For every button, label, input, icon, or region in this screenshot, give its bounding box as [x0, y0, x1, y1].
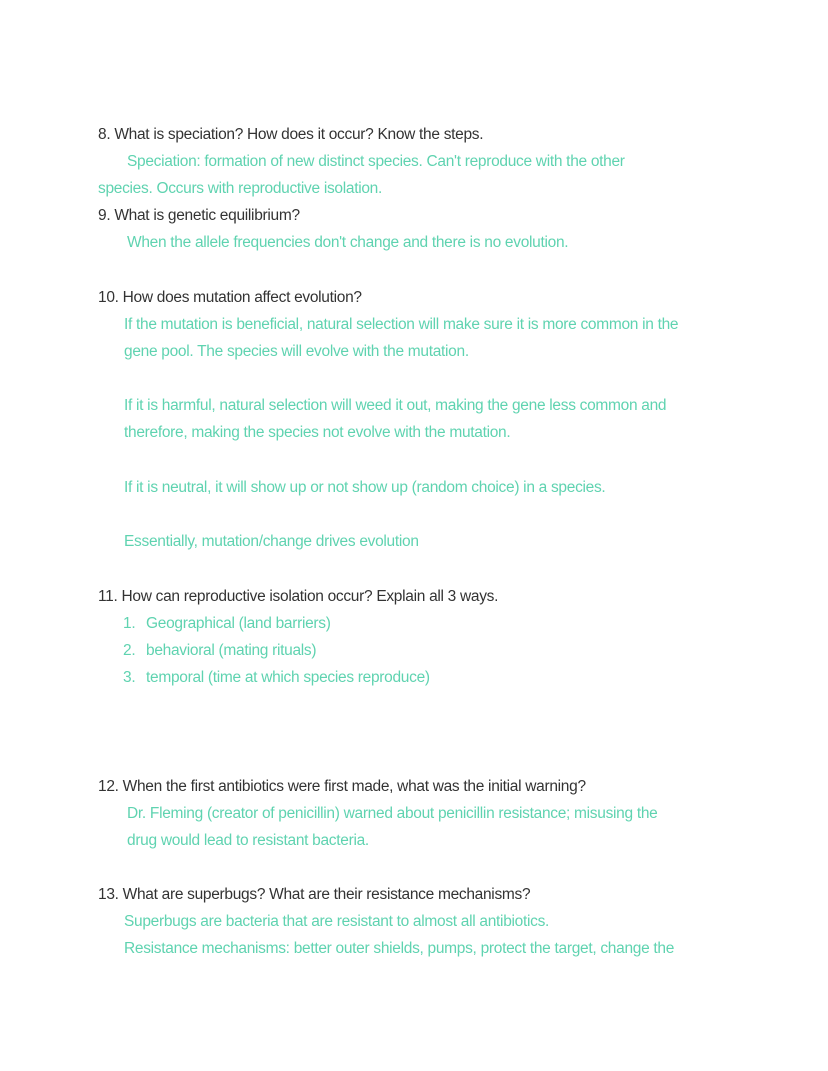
answer-12-line-2: drug would lead to resistant bacteria. — [127, 832, 369, 849]
list-item — [123, 642, 316, 660]
list-number: 1. — [123, 615, 136, 632]
answer-10-line-6: Essentially, mutation/change drives evolution — [124, 533, 419, 550]
question-10: 10. How does mutation affect evolution? — [98, 289, 362, 306]
answer-13-line-2: Resistance mechanisms: better outer shields, pumps, protect the target, change the — [124, 940, 675, 957]
answer-10-line-2: gene pool. The species will evolve with the mutation. — [124, 343, 469, 360]
question-9: 9. What is genetic equilibrium? — [98, 207, 300, 224]
list-text: temporal (time at which species reproduce) — [146, 669, 430, 686]
answer-8-line-2: species. Occurs with reproductive isolation. — [98, 180, 383, 197]
answer-10-line-4: therefore, making the species not evolve with the mutation. — [124, 424, 511, 441]
list-item — [123, 615, 331, 633]
question-13: 13. What are superbugs? What are their resistance mechanisms? — [98, 886, 531, 903]
answer-9-line-1: When the allele frequencies don't change and there is no evolution. — [127, 234, 569, 251]
answer-10-line-5: If it is neutral, it will show up or not show up (random choice) in a species. — [124, 479, 606, 496]
question-8: 8. What is speciation? How does it occur? Know the steps. — [98, 126, 484, 143]
list-text: Geographical (land barriers) — [146, 615, 331, 632]
question-11: 11. How can reproductive isolation occur? Explain all 3 ways. — [98, 588, 499, 605]
list-text: behavioral (mating rituals) — [146, 642, 317, 659]
answer-13-line-1: Superbugs are bacteria that are resistant to almost all antibiotics. — [124, 913, 550, 930]
answer-8-line-1: Speciation: formation of new distinct species. Can't reproduce with the other — [127, 153, 625, 170]
list-number: 2. — [123, 642, 136, 659]
question-12: 12. When the first antibiotics were first made, what was the initial warning? — [98, 778, 586, 795]
list-number: 3. — [123, 669, 136, 686]
list-item — [123, 669, 430, 687]
answer-12-line-1: Dr. Fleming (creator of penicillin) warned about penicillin resistance; misusing the — [127, 805, 658, 822]
answer-10-line-1: If the mutation is beneficial, natural selection will make sure it is more common in the — [124, 316, 679, 333]
answer-10-line-3: If it is harmful, natural selection will weed it out, making the gene less common and — [124, 397, 667, 414]
